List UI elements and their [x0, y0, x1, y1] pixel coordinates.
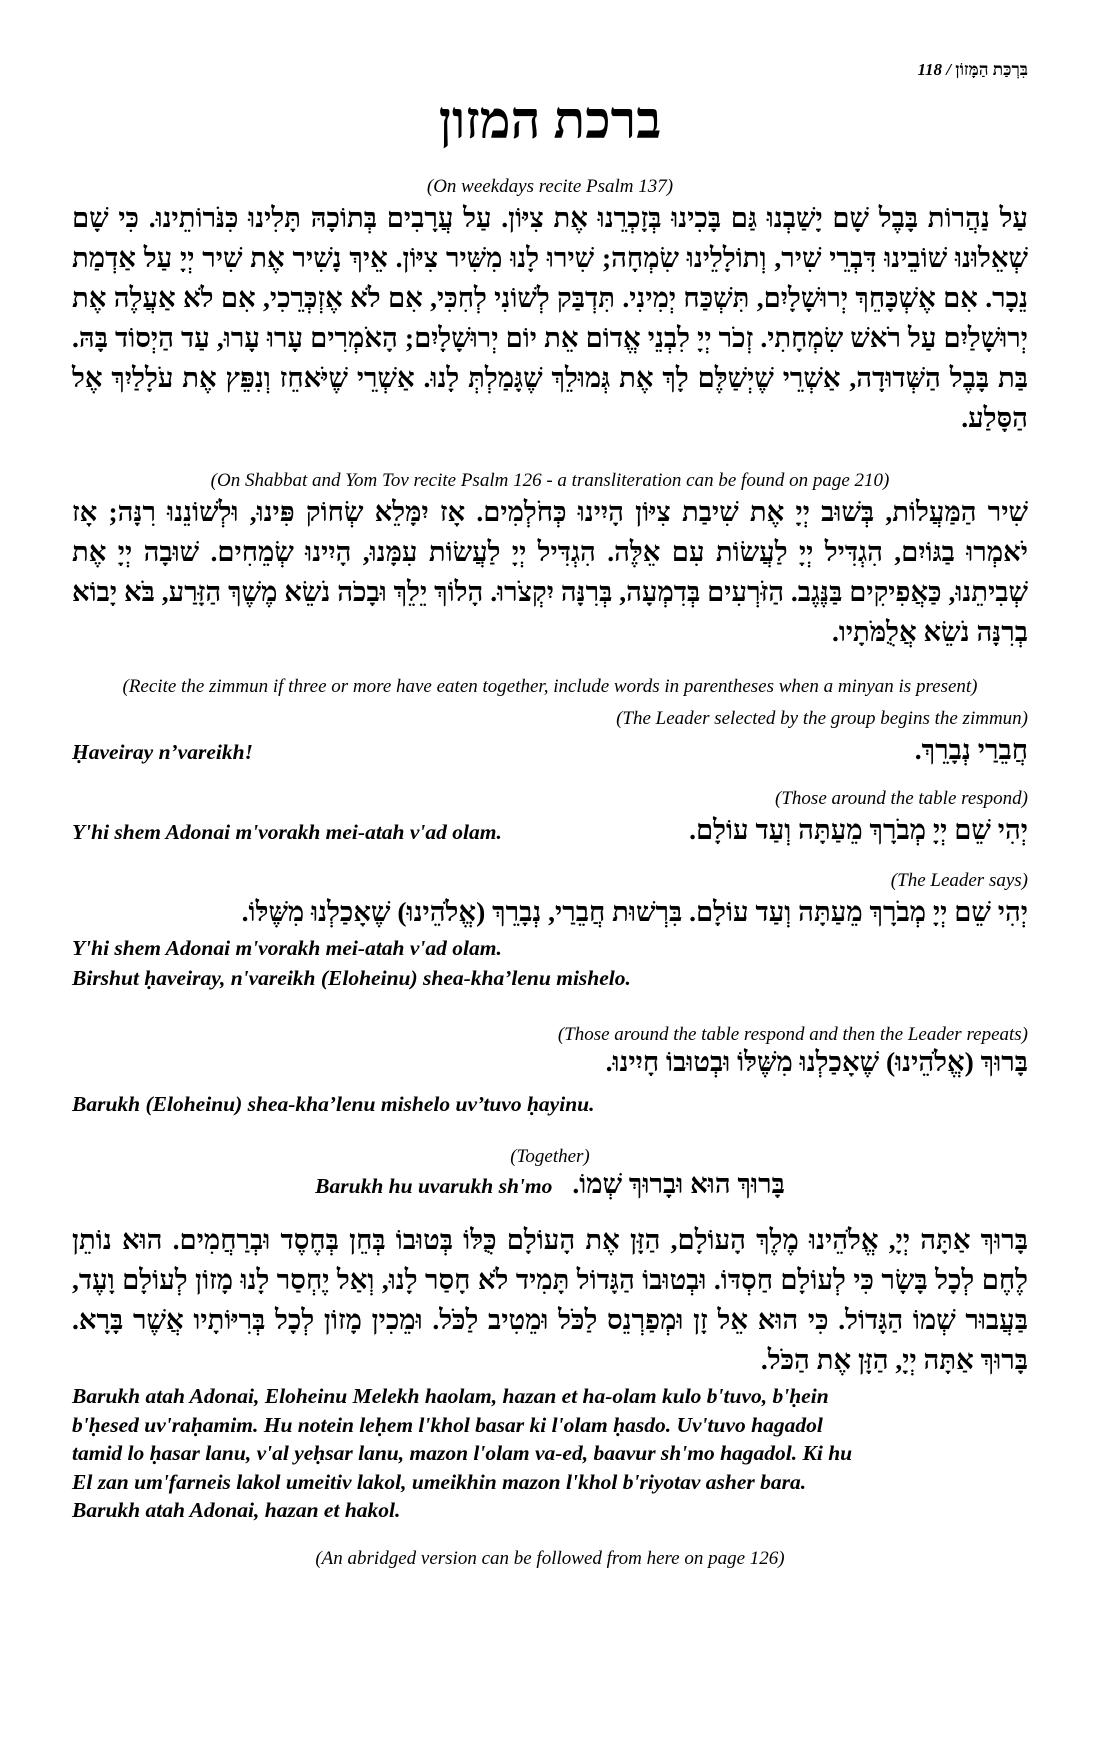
respond1-translit: Y'hi shem Adonai m'vorakh mei-atah v'ad olam.: [72, 820, 502, 844]
psalm137-text: עַל נַהֲרוֹת בָּבֶל שָׁם יָשַׁבְנוּ גַּם בָּכִינוּ בְּזָכְרֵנוּ אֶת צִיּוֹן. עַל עֲרָבִים בְּתוֹכָהּ תָּלִינוּ כִּנֹּרוֹתֵינוּ. כִּי שָׁם שְׁאֵלוּנוּ שׁוֹבֵינוּ דִּבְרֵי שִׁיר, וְתוֹלָלֵינוּ שִׂמְחָה; שִׁירוּ לָנוּ מִשִּׁיר צִיּוֹן. אֵיךְ נָשִׁיר אֶת שִׁיר יְיָ עַל אַדְמַת נֵכָר. אִם אֶשְׁכָּחֵךְ יְרוּשָׁלָיִם, תִּשְׁכַּח יְמִינִי. תִּדְבַּק לְשׁוֹנִי לְחִכִּי, אִם לֹא אֶזְכְּרֵכִי, אִם לֹא אַעֲלֶה אֶת יְרוּשָׁלַיִם עַל רֹאשׁ שִׂמְחָתִי. זְכֹר יְיָ לִבְנֵי אֱדוֹם אֵת יוֹם יְרוּשָׁלָיִם; הָאֹמְרִים עָרוּ עָרוּ, עַד הַיְסוֹד בָּהּ. בַּת בָּבֶל הַשְּׁדוּדָה, אַשְׁרֵי שֶׁיְשַׁלֶּם לָךְ אֶת גְּמוּלֵךְ שֶׁגָּמַלְתְּ לָנוּ. אַשְׁרֵי שֶׁיֹּאחֵז וְנִפֵּץ אֶת עֹלָלַיִךְ אֶל הַסָּלַע.: [72, 202, 1028, 433]
abridged-footnote: (An abridged version can be followed from here on page 126): [315, 1548, 785, 1569]
translit-line: Barukh atah Adonai, hazan et hakol.: [72, 1498, 401, 1522]
zimmun-call-translit: Ḥaveiray n’vareikh!: [72, 740, 253, 764]
together-hebrew: בָּרוּךְ הוּא וּבָרוּךְ שְׁמוֹ.: [572, 1168, 785, 1199]
translit-line: b'ḥesed uv'raḥamim. Hu notein leḥem l'khol basar ki l'olam ḥasdo. Uv'tuvo hagadol: [72, 1412, 823, 1437]
page-title: ברכת המזון: [438, 93, 662, 150]
zimmun-note: (Recite the zimmun if three or more have eaten together, include words in parentheses when a minyan is present): [122, 676, 978, 697]
translit-line: Barukh atah Adonai, Eloheinu Melekh haolam, hazan et ha-olam kulo b'tuvo, b'ḥein: [72, 1384, 829, 1408]
together-instruction: (Together): [510, 1146, 590, 1167]
psalm126-text: שִׁיר הַמַּעֲלוֹת, בְּשׁוּב יְיָ אֶת שִׁיבַת צִיּוֹן הָיִינוּ כְּחֹלְמִים. אָז יִמָּלֵא שְׂחוֹק פִּינוּ, וּלְשׁוֹנֵנוּ רִנָּה; אָז יֹאמְרוּ בַגּוֹיִם, הִגְדִּיל יְיָ לַעֲשׂוֹת עִם אֵלֶּה. הִגְדִּיל יְיָ לַעֲשׂוֹת עִמָּנוּ, הָיִינוּ שְׂמֵחִים. שׁוּבָה יְיָ אֶת שְׁבִיתֵנוּ, כַּאֲפִיקִים בַּנֶּגֶב. הַזֹּרְעִים בְּדִמְעָה, בְּרִנָּה יִקְצֹרוּ. הָלוֹךְ יֵלֵךְ וּבָכֹה נֹשֵׂא מֶשֶׁךְ הַזָּרַע, בֹּא יָבוֹא בְרִנָּה נֹשֵׂא אֲלֻמֹּתָיו.: [71, 496, 1028, 647]
leader-hebrew: יְהִי שֵׁם יְיָ מְבֹרָךְ מֵעַתָּה וְעַד עוֹלָם. בִּרְשׁוּת חֲבֵרַי, נְבָרֵךְ (אֱלֹהֵינוּ) שֶׁאָכַלְנוּ מִשֶּׁלּוֹ.: [241, 896, 1028, 927]
respond1-instruction: (Those around the table respond): [775, 788, 1028, 809]
leader-begins-instruction: (The Leader selected by the group begins the zimmun): [616, 708, 1028, 729]
psalm126-instruction: (On Shabbat and Yom Tov recite Psalm 126 - a transliteration can be found on page 210): [210, 470, 890, 491]
leader-translit-2: Birshut ḥaveiray, n'vareikh (Eloheinu) shea-kha’lenu mishelo.: [72, 966, 631, 990]
respond2-hebrew: בָּרוּךְ (אֱלֹהֵינוּ) שֶׁאָכַלְנוּ מִשֶּׁלּוֹ וּבְטוּבוֹ חָיִינוּ.: [605, 1046, 1028, 1077]
first-blessing-hebrew: בָּרוּךְ אַתָּה יְיָ, אֱלֹהֵינוּ מֶלֶךְ הָעוֹלָם, הַזָּן אֶת הָעוֹלָם כֻּלּוֹ בְּטוּבוֹ בְּחֵן בְּחֶסֶד וּבְרַחֲמִים. הוּא נוֹתֵן לֶחֶם לְכָל בָּשָׂר כִּי לְעוֹלָם חַסְדּוֹ. וּבְטוּבוֹ הַגָּדוֹל תָּמִיד לֹא חָסַר לָנוּ, וְאַל יֶחְסַר לָנוּ מָזוֹן לְעוֹלָם וָעֶד, בַּעֲבוּר שְׁמוֹ הַגָּדוֹל. כִּי הוּא אֵל זָן וּמְפַרְנֵס לַכֹּל וּמֵטִיב לַכֹּל. וּמֵכִין מָזוֹן לְכָל בְּרִיּוֹתָיו אֲשֶׁר בָּרָא. בָּרוּךְ אַתָּה יְיָ, הַזָּן אֶת הַכֹּל.: [72, 1224, 1028, 1375]
leader-translit-1: Y'hi shem Adonai m'vorakh mei-atah v'ad olam.: [72, 936, 502, 960]
running-head-separator: /: [946, 60, 951, 79]
together-line: [0, 1168, 1100, 1200]
respond2-instruction: (Those around the table respond and then the Leader repeats): [557, 1024, 1028, 1045]
leader-says-instruction: (The Leader says): [890, 870, 1028, 891]
running-head-section: בִּרְכַּת הַמָּזוֹן: [955, 60, 1028, 79]
psalm137-instruction: (On weekdays recite Psalm 137): [426, 176, 674, 197]
together-translit: Barukh hu uvarukh sh'mo: [315, 1174, 553, 1198]
zimmun-call-hebrew: חֲבֵרַי נְבָרֵךְ.: [914, 734, 1028, 765]
respond2-translit: Barukh (Eloheinu) shea-kha’lenu mishelo uv’tuvo ḥayinu.: [72, 1092, 595, 1116]
page-number: 118: [917, 60, 943, 79]
running-head: [917, 60, 1028, 80]
respond1-hebrew: יְהִי שֵׁם יְיָ מְבֹרָךְ מֵעַתָּה וְעַד עוֹלָם.: [689, 814, 1028, 845]
translit-line: El zan um'farneis lakol umeitiv lakol, umeikhin mazon l'khol b'riyotav asher bara.: [72, 1469, 807, 1494]
translit-line: tamid lo ḥasar lanu, v'al yeḥsar lanu, mazon l'olam va-ed, baavur sh'mo hagadol. Ki hu: [72, 1441, 853, 1465]
first-blessing-translit: [72, 1382, 1052, 1525]
